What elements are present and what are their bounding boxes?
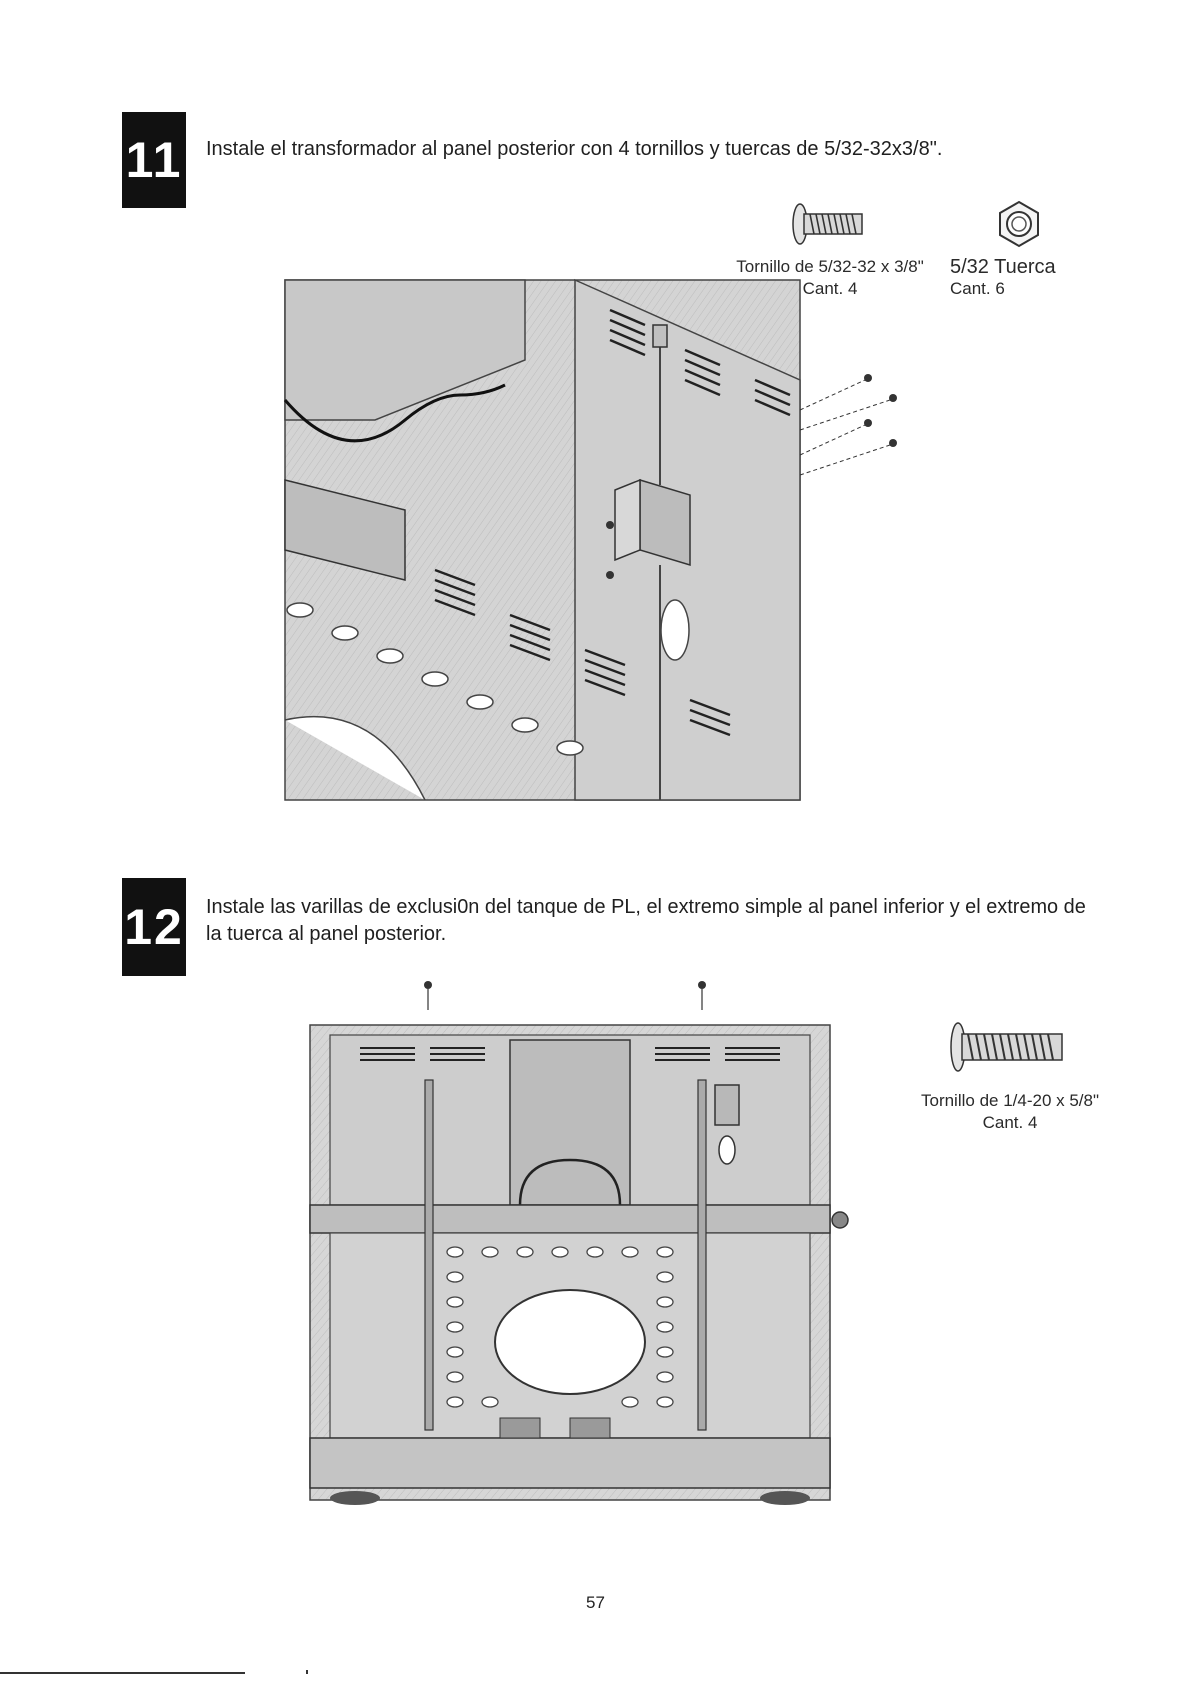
screw-1-4-name: Tornillo de 1/4-20 x 5/8" xyxy=(920,1091,1100,1110)
step-12-badge xyxy=(122,878,186,976)
tank-exclusion-rods-illustration xyxy=(300,970,860,1525)
nut-5-32-name: 5/32 Tuerca xyxy=(950,256,1056,278)
step-11-badge xyxy=(122,112,186,208)
screw-1-4-label xyxy=(890,1090,1130,1134)
step-11-instruction: Instale el transformador al panel posterior con 4 tornillos y tuercas de 5/32-32x3/8". xyxy=(206,138,943,160)
nut-5-32-quantity: Cant. 6 xyxy=(950,279,1005,298)
step-12-number: 12 xyxy=(124,899,184,955)
long-screw-icon xyxy=(948,1018,1068,1076)
screw-icon xyxy=(790,200,870,248)
page-number: 57 xyxy=(586,1593,605,1612)
screw-5-32-quantity: Cant. 4 xyxy=(802,279,858,298)
hex-nut-icon xyxy=(995,200,1043,248)
footer-rule xyxy=(0,1672,245,1674)
step-12-instruction-line-2: la tuerca al panel posterior. xyxy=(206,923,447,945)
screw-5-32-name: Tornillo de 5/32-32 x 3/8" xyxy=(736,257,924,276)
step-12-instruction-line-1: Instale las varillas de exclusi0n del tanque de PL, el extremo simple al panel inferior y el extremo de xyxy=(206,896,1086,918)
transformer-assembly-illustration xyxy=(285,280,910,800)
nut-5-32-label xyxy=(950,256,1090,300)
step-11-number: 11 xyxy=(125,132,183,188)
footer-tick xyxy=(306,1670,308,1674)
screw-1-4-quantity: Cant. 4 xyxy=(982,1113,1038,1132)
